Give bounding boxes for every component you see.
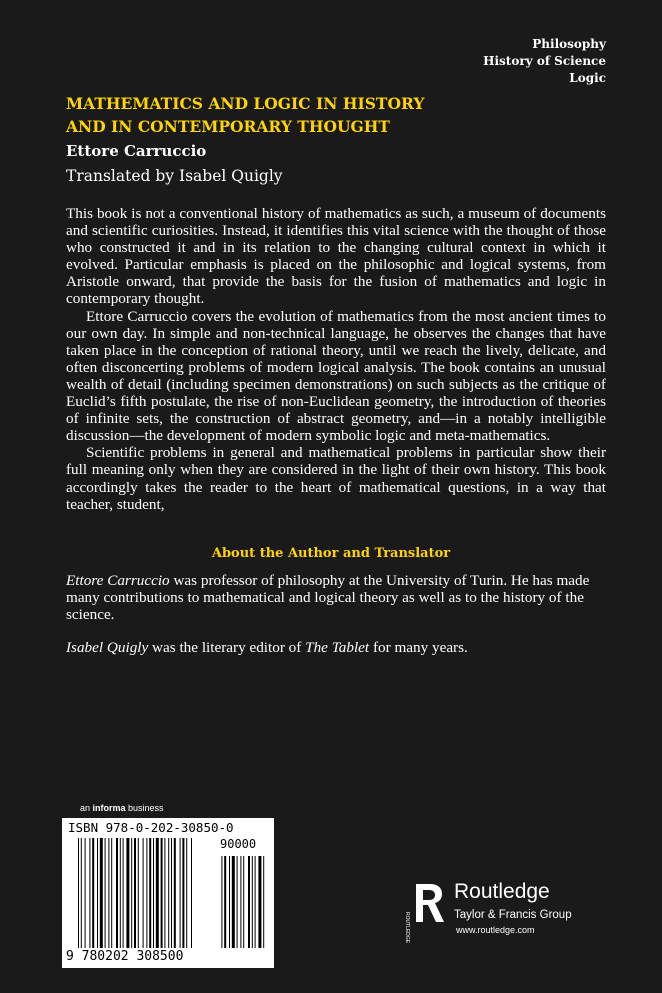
publisher-url: www.routledge.com	[456, 925, 535, 935]
translator-bio	[66, 639, 606, 656]
subject-categories	[483, 36, 606, 87]
ean-digits: 9 780202 308500	[66, 949, 184, 964]
author-bio-name: Ettore Carruccio	[66, 572, 170, 589]
book-description	[66, 205, 606, 513]
isbn-label: ISBN 978-0-202-30850-0	[68, 820, 234, 835]
author-bio	[66, 572, 606, 623]
publisher-name: Routledge	[454, 880, 550, 903]
informa-suffix: business	[125, 803, 164, 813]
book-title	[66, 92, 606, 138]
author-bio-text: was professor of philosophy at the University of Turin. He has made many contributions to mathematical and logical theory as well as to the history of the science.	[66, 572, 590, 624]
author-name: Ettore Carruccio	[66, 142, 207, 160]
publisher-group: Taylor & Francis Group	[454, 909, 572, 921]
title-line: MATHEMATICS AND LOGIC IN HISTORY	[66, 94, 425, 113]
price-code: 90000	[220, 837, 257, 851]
about-section	[66, 572, 606, 672]
translator-bio-name: Isabel Quigly	[66, 639, 149, 657]
publisher-vertical: ROUTLEDGE	[404, 912, 410, 944]
translator-credit: Translated by Isabel Quigly	[66, 167, 283, 185]
description-paragraph: This book is not a conventional history of mathematics as such, a museum of documents and scientific curiosities. Instead, it identifies this vital science with the thought of those who constructed it and in its relation to the changing cultural context in which it evolved. Particular emphasis is placed on the philosophic and logical systems, from Aristotle onward, that provide the basis for the fusion of mathematics and logic in contemporary thought.	[66, 205, 606, 308]
description-paragraph: Scientific problems in general and mathematical problems in particular show their full meaning only when they are considered in the light of their own history. This book accordingly takes the reader to the heart of mathematical questions, in a way that teacher, student,	[66, 444, 606, 513]
publication-name: The Tablet	[305, 639, 370, 657]
translator-bio-text: was the literary editor of	[148, 639, 306, 657]
about-heading: About the Author and Translator	[211, 546, 451, 561]
routledge-r-icon	[412, 878, 448, 928]
category-label: History of Science	[483, 54, 606, 68]
title-line: AND IN CONTEMPORARY THOUGHT	[66, 117, 390, 136]
informa-tagline	[80, 803, 164, 813]
informa-prefix: an	[80, 803, 93, 813]
translator-bio-text-end: for many years.	[369, 639, 468, 657]
publisher-logo	[404, 878, 612, 944]
informa-brand: informa	[92, 803, 126, 813]
description-paragraph: Ettore Carruccio covers the evolution of mathematics from the most ancient times to our own day. In simple and non-technical language, he observes the changes that have taken place in the conception of rational theory, until we reach the lively, delicate, and often disconcerting problems of modern logical analysis. The book contains an unusual wealth of detail (including specimen demonstrations) on such subjects as the critique of Euclid’s fifth postulate, the rise of non-Euclidean geometry, the introduction of theories of infinite sets, the construction of abstract geometry, and—in a notably intelligible discussion—the development of modern symbolic logic and meta-mathematics.	[66, 307, 606, 445]
category-label: Logic	[569, 71, 606, 85]
category-label: Philosophy	[532, 37, 606, 51]
barcode	[62, 818, 274, 968]
